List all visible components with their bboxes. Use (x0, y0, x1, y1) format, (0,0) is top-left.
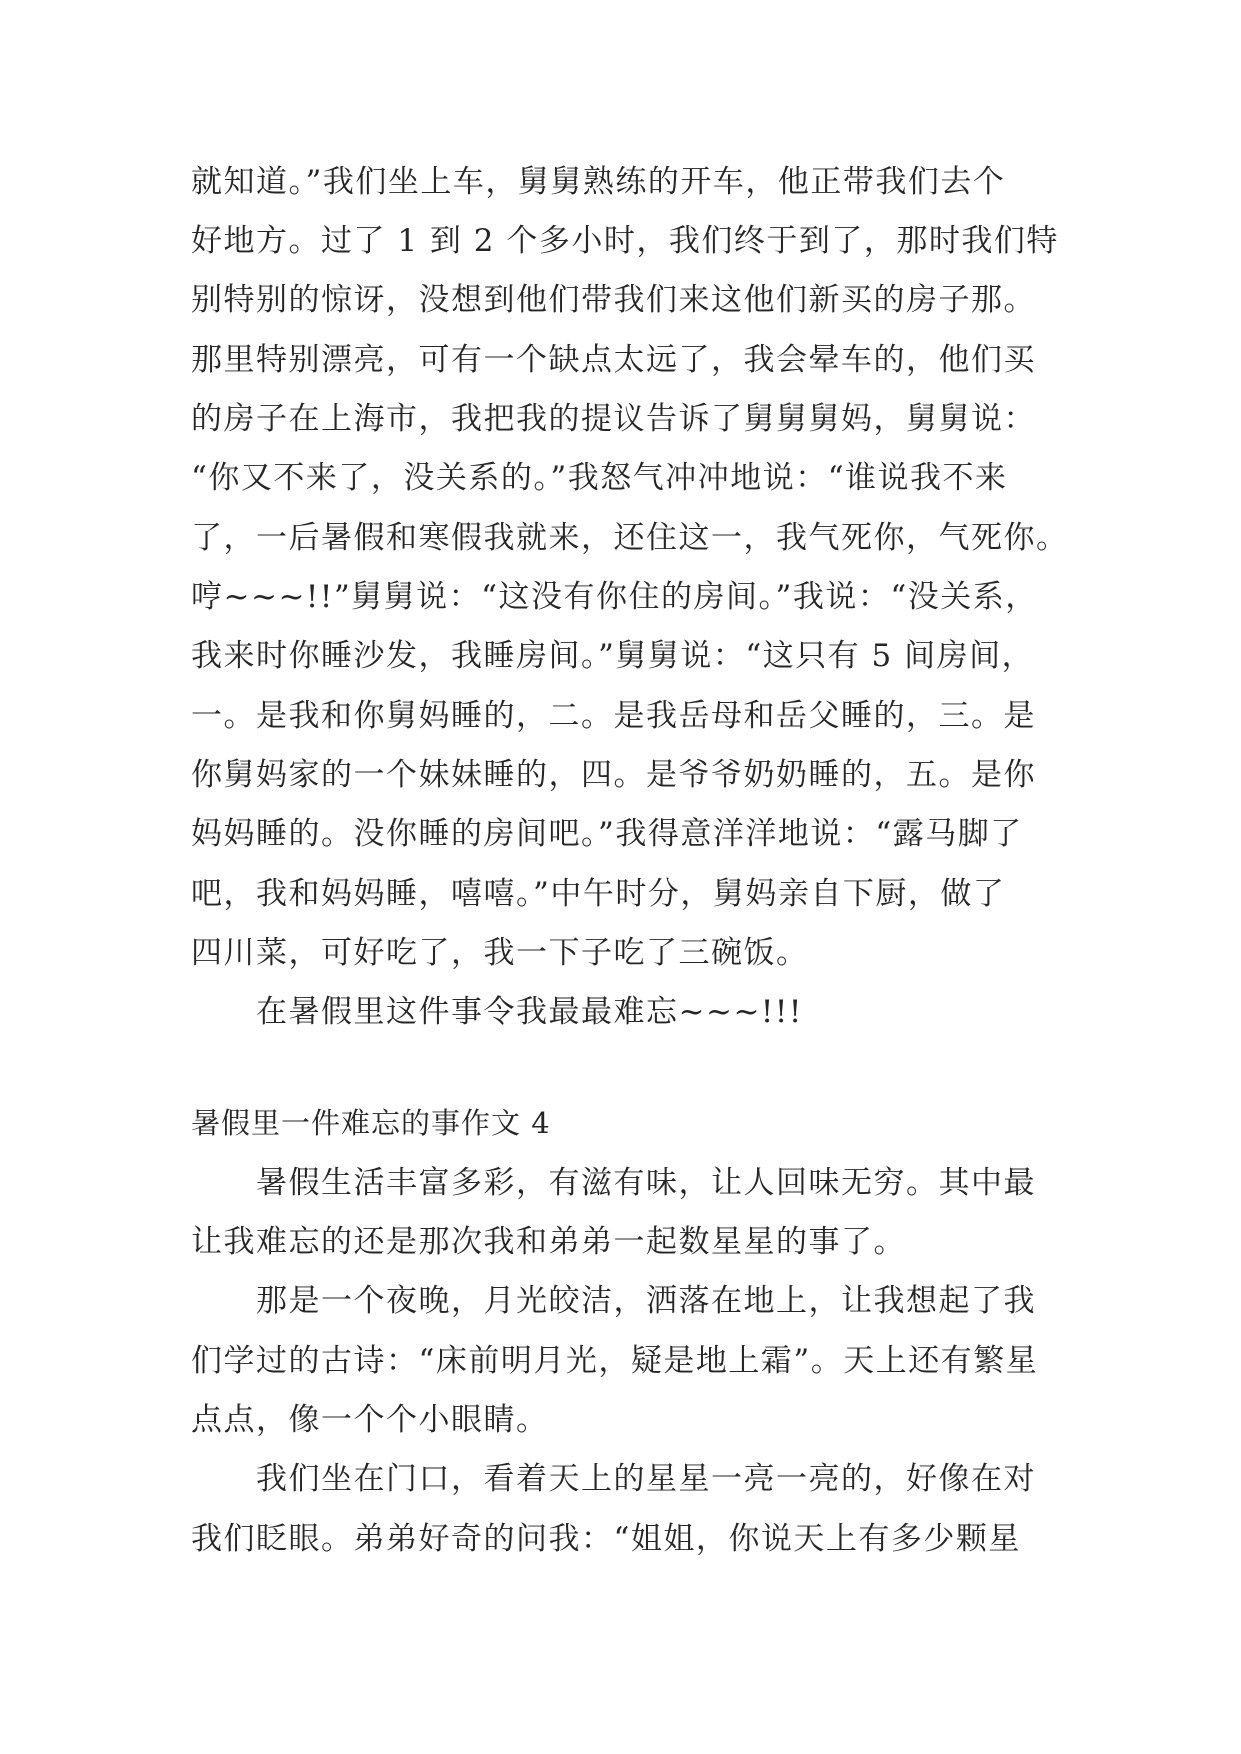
text-line: 你舅妈家的一个妹妹睡的，四。是爷爷奶奶睡的，五。是你 (191, 757, 1036, 793)
text-line-indented: 那是一个夜晚，月光皎洁，洒落在地上，让我想起了我 (256, 1283, 1036, 1319)
text-line: 吧，我和妈妈睡，嘻嘻。”中午时分，舅妈亲自下厨，做了 (191, 876, 1006, 912)
text-line: 好地方。过了 1 到 2 个多小时，我们终于到了，那时我们特 (191, 223, 1059, 259)
section-title: 暑假里一件难忘的事作文 4 (191, 1106, 551, 1140)
text-line: 就知道。”我们坐上车，舅舅熟练的开车，他正带我们去个 (191, 164, 1006, 200)
text-line: 点点，像一个个小眼睛。 (191, 1402, 549, 1438)
text-line: 四川菜，可好吃了，我一下子吃了三碗饭。 (191, 935, 809, 971)
text-line: 妈妈睡的。没你睡的房间吧。”我得意洋洋地说：“露马脚了 (191, 816, 1023, 852)
text-line: 们学过的古诗：“床前明月光，疑是地上霜”。天上还有繁星 (191, 1343, 1039, 1379)
text-line: 哼~~~!!”舅舅说：“这没有你住的房间。”我说：“没关系， (191, 579, 1038, 615)
text-line: 了，一后暑假和寒假我就来，还住这一，我气死你，气死你。 (191, 520, 1069, 556)
text-line: 我们眨眼。弟弟好奇的问我：“姐姐，你说天上有多少颗星 (191, 1521, 1021, 1557)
text-line-indented: 暑假生活丰富多彩，有滋有味，让人回味无穷。其中最 (256, 1165, 1036, 1201)
text-line: 一。是我和你舅妈睡的，二。是我岳母和岳父睡的，三。是 (191, 698, 1036, 734)
text-line-indented: 我们坐在门口，看着天上的星星一亮一亮的，好像在对 (256, 1461, 1036, 1497)
text-line: 的房子在上海市，我把我的提议告诉了舅舅舅妈，舅舅说： (191, 401, 1036, 437)
text-line: 让我难忘的还是那次我和弟弟一起数星星的事了。 (191, 1224, 906, 1260)
text-line: “你又不来了，没关系的。”我怒气冲冲地说：“谁说我不来 (191, 460, 1008, 496)
text-line: 别特别的惊讶，没想到他们带我们来这他们新买的房子那。 (191, 282, 1036, 318)
text-line: 我来时你睡沙发，我睡房间。”舅舅说：“这只有 5 间房间， (191, 638, 1035, 674)
text-line: 那里特别漂亮，可有一个缺点太远了，我会晕车的，他们买 (191, 342, 1036, 378)
text-line-indented: 在暑假里这件事令我最最难忘~~~!!! (256, 994, 803, 1030)
